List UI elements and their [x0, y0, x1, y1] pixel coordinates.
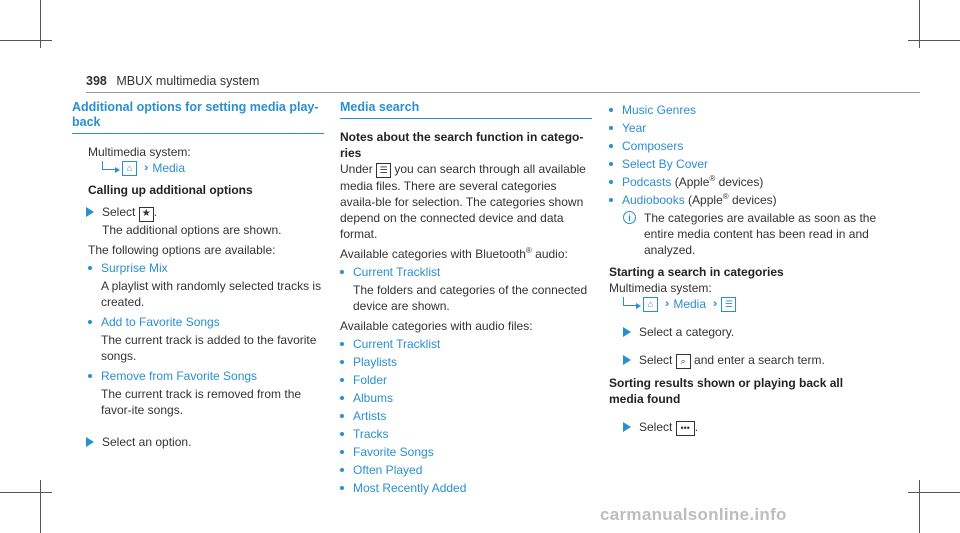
option-desc: A playlist with randomly selected tracks is created. — [101, 278, 322, 309]
bluetooth-intro — [340, 246, 592, 262]
section-rule — [72, 133, 324, 134]
media-link[interactable]: Media — [673, 297, 707, 311]
category-link[interactable]: Often Played — [353, 463, 423, 477]
category-link[interactable]: Select By Cover — [622, 157, 709, 171]
list-item — [72, 368, 324, 384]
note-text: The categories are available as soon as the entire media content has been read in and analyzed. — [644, 211, 877, 257]
under-paragraph — [340, 161, 592, 242]
step — [609, 419, 879, 436]
path-arrow-icon — [102, 161, 115, 170]
para-text: you can search through all available media files. There are several categories availa-ble for selection. The categories shown depend on the connected device and data format. — [340, 162, 586, 241]
home-icon: ⌂ — [122, 161, 137, 176]
registered-mark: ® — [722, 192, 729, 201]
list-item — [324, 390, 592, 406]
list-item — [593, 156, 879, 172]
menu-path — [72, 160, 324, 176]
item-suffix: devices) — [728, 193, 777, 207]
para-text: audio: — [531, 247, 568, 261]
option-link[interactable]: Add to Favorite Songs — [101, 314, 220, 329]
registered-mark: ® — [709, 174, 716, 183]
sub-heading: Notes about the search function in catego-ries — [340, 130, 584, 160]
category-link[interactable]: Most Recently Added — [353, 481, 467, 495]
option-link[interactable]: Remove from Favorite Songs — [101, 368, 258, 383]
search-icon: ⌕ — [676, 354, 691, 369]
step-text: Select — [639, 353, 673, 367]
column-additional-options — [72, 100, 324, 450]
step-arrow-icon — [86, 437, 94, 447]
registered-mark: ® — [525, 246, 532, 255]
more-icon: ••• — [676, 421, 695, 436]
step — [609, 324, 879, 340]
crop-mark — [908, 492, 960, 493]
section-title: Media search — [340, 100, 420, 114]
list-item — [593, 174, 879, 190]
step — [72, 434, 324, 450]
item-suffix: devices) — [715, 175, 764, 189]
list-item — [324, 408, 592, 424]
info-icon: i — [623, 211, 636, 224]
category-link[interactable]: Tracks — [353, 427, 389, 441]
category-link[interactable]: Folder — [353, 373, 388, 387]
step-text-end: . — [694, 420, 699, 434]
list-item — [324, 264, 592, 280]
step-text: Select — [102, 205, 136, 219]
files-intro: Available categories with audio files: — [340, 319, 533, 333]
para-text: Under — [340, 162, 373, 176]
category-link[interactable]: Albums — [353, 391, 394, 405]
list-item — [324, 372, 592, 388]
category-link[interactable]: Composers — [622, 139, 684, 153]
step-text: and enter a search term. — [694, 353, 825, 367]
column-categories — [609, 100, 879, 436]
chevron-right-icon: ›› — [665, 298, 667, 310]
sub-heading: Sorting results shown or playing back all media found — [609, 376, 844, 406]
page-header — [86, 74, 259, 88]
step-arrow-icon — [623, 422, 631, 432]
list-item — [324, 426, 592, 442]
sub-heading: Calling up additional options — [88, 183, 253, 197]
option-desc: The current track is removed from the favor-ite songs. — [101, 386, 302, 417]
list-item — [593, 138, 879, 154]
step-arrow-icon — [623, 327, 631, 337]
system-label: Multimedia system: — [609, 281, 712, 295]
step-text: Select an option. — [102, 434, 192, 449]
step-text: Select a category. — [639, 325, 735, 339]
category-list — [593, 102, 879, 208]
list-item — [593, 102, 879, 118]
option-list — [72, 260, 324, 418]
chevron-right-icon: ›› — [713, 298, 715, 310]
crop-mark — [919, 480, 920, 533]
section-rule — [340, 118, 592, 119]
step-arrow-icon — [86, 207, 94, 217]
header-rule — [86, 92, 920, 93]
category-link[interactable]: Audiobooks — [622, 193, 685, 207]
item-suffix: (Apple — [671, 175, 710, 189]
media-link[interactable]: Media — [152, 161, 186, 175]
menu-path — [609, 296, 879, 312]
category-link[interactable]: Current Tracklist — [353, 265, 441, 279]
step — [72, 204, 324, 238]
step-text: Select — [639, 420, 673, 434]
intro-text: The following options are available: — [88, 242, 276, 257]
list-item — [72, 314, 324, 330]
list-item — [72, 260, 324, 276]
section-title: Additional options for setting media play- back — [72, 100, 319, 129]
file-list — [324, 336, 592, 496]
crop-mark — [40, 480, 41, 533]
crop-mark — [908, 40, 960, 41]
sub-heading: Starting a search in categories — [609, 265, 784, 279]
category-link[interactable]: Year — [622, 121, 647, 135]
crop-mark — [0, 492, 52, 493]
list-icon: ☰ — [376, 163, 391, 178]
star-icon: ★ — [139, 207, 154, 222]
para-text: Available categories with Bluetooth — [340, 247, 526, 261]
list-item — [593, 192, 879, 208]
path-arrow-icon — [623, 297, 636, 306]
step-text-end: . — [153, 205, 158, 219]
list-item — [324, 480, 592, 496]
list-icon[interactable]: ☰ — [721, 297, 736, 312]
category-link[interactable]: Artists — [353, 409, 387, 423]
list-item — [324, 354, 592, 370]
list-item — [324, 444, 592, 460]
system-label: Multimedia system: — [88, 145, 191, 159]
crop-mark — [0, 40, 52, 41]
category-desc: The folders and categories of the connected device are shown. — [353, 283, 588, 313]
category-link[interactable]: Current Tracklist — [353, 337, 441, 351]
step-arrow-icon — [623, 355, 631, 365]
item-suffix: (Apple — [684, 193, 723, 207]
page-header-title: MBUX multimedia system — [116, 74, 260, 88]
step-result: The additional options are shown. — [102, 222, 282, 237]
page-number: 398 — [86, 74, 107, 88]
option-desc: The current track is added to the favorite songs. — [101, 332, 317, 363]
category-link[interactable]: Podcasts — [622, 175, 672, 189]
chevron-right-icon: ›› — [144, 162, 146, 174]
category-link[interactable]: Favorite Songs — [353, 445, 434, 459]
list-item — [324, 462, 592, 478]
list-item — [593, 120, 879, 136]
column-media-search — [340, 100, 592, 498]
list-item — [324, 336, 592, 352]
category-link[interactable]: Music Genres — [622, 103, 697, 117]
step — [609, 352, 879, 369]
info-note — [609, 210, 879, 258]
bluetooth-list — [324, 264, 592, 314]
watermark: carmanualsonline.info — [600, 505, 787, 524]
category-link[interactable]: Playlists — [353, 355, 398, 369]
home-icon: ⌂ — [643, 297, 658, 312]
option-link[interactable]: Surprise Mix — [101, 260, 168, 275]
